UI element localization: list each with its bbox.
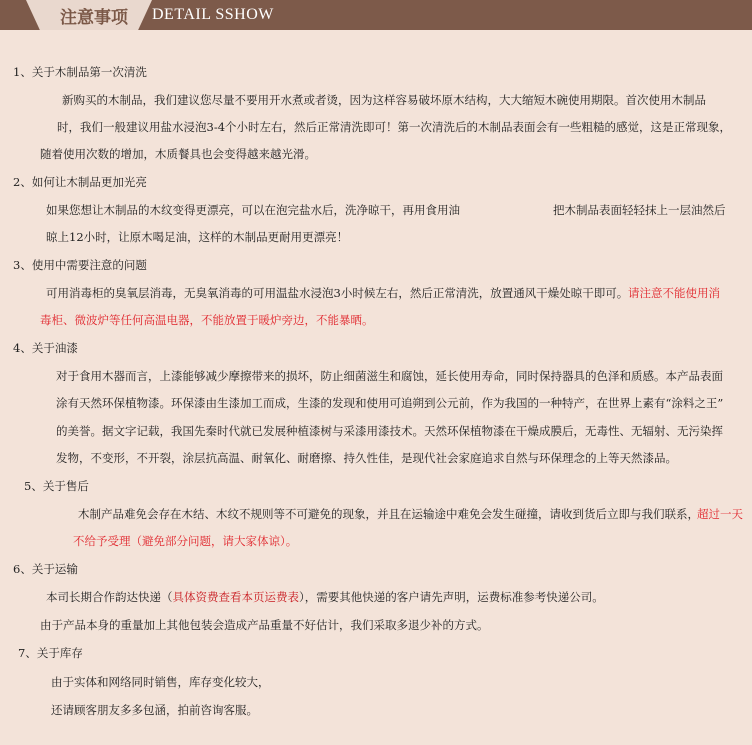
section-text: 晾上12小时，让原木喝足油，这样的木制品更耐用更漂亮！ [46,230,349,244]
section-text: 新购买的木制品，我们建议您尽量不要用开水煮或者烫，因为这样容易破坏原木结构，大大缩短木碗使用期限。首次使用木制品 [62,93,706,107]
header-title-en: DETAIL SSHOW [152,6,274,23]
section-text: 如果您想让木制品的木纹变得更漂亮，可以在泡完盐水后，洗净晾干，再用食用油 [46,203,460,217]
warning-text: 请注意不能使用消 [628,286,720,300]
section-text: 把木制品表面轻轻抹上一层油然后 [553,203,726,217]
section-heading: 3、使用中需要注意的问题 [13,258,147,272]
section-heading: 2、如何让木制品更加光亮 [13,175,147,189]
section-heading: 7、关于库存 [18,646,83,660]
section-text: 木制产品难免会存在木结、木纹不规则等不可避免的现象，并且在运输途中难免会发生碰撞，请收到货后立即与我们联系， [78,507,699,521]
header-title-cn: 注意事项 [60,8,128,28]
section-text: 随着使用次数的增加，木质餐具也会变得越来越光滑。 [40,147,316,161]
warning-text: 超过一天 [697,507,743,521]
section-text [46,590,604,605]
warning-text: 不给予受理（避免部分问题，请大家体谅）。 [73,534,298,548]
section-text: 由于产品本身的重量加上其他包装会造成产品重量不好估计，我们采取多退少补的方式。 [40,618,489,632]
section-text: 可用消毒柜的臭氧层消毒，无臭氧消毒的可用温盐水浸泡3小时候左右，然后正常清洗，放置通风干燥处晾干即可。 [46,286,629,300]
section-text: 涂有天然环保植物漆。环保漆由生漆加工而成，生漆的发现和使用可追朔到公元前，作为我国的一种特产，在世界上素有“涂料之王” [56,396,724,410]
shipping-fee-link[interactable]: 具体资费查看本页运费表 [172,590,299,604]
header-bar [0,0,752,30]
warning-text: 毒柜、微波炉等任何高温电器，不能放置于暖炉旁边，不能暴晒。 [40,313,374,327]
section-text: 的美誉。据文字记载，我国先秦时代就已发展种植漆树与采漆用漆技术。天然环保植物漆在干燥成膜后，无毒性、无辐射、无污染挥 [56,424,723,438]
section-text: 发物，不变形，不开裂，涂层抗高温、耐氧化、耐磨擦、持久性佳，是现代社会家庭追求自然与环保理念的上等天然漆品。 [56,451,677,465]
section-heading: 6、关于运输 [13,562,78,576]
section-text: 对于食用木器而言，上漆能够减少摩擦带来的损坏，防止细菌滋生和腐蚀，延长使用寿命，同时保持器具的色泽和质感。本产品表面 [56,369,723,383]
section-text: 由于实体和网络同时销售，库存变化较大， [51,675,270,689]
section-text: 还请顾客朋友多多包涵，拍前咨询客服。 [51,703,258,717]
section-heading: 5、关于售后 [24,479,89,493]
section-text-part: ），需要其他快递的客户请先声明，运费标准参考快递公司。 [299,590,604,604]
section-heading: 1、关于木制品第一次清洗 [13,65,147,79]
section-heading: 4、关于油漆 [13,341,78,355]
section-text: 时，我们一般建议用盐水浸泡3-4个小时左右，然后正常清洗即可！第一次清洗后的木制品表面会有一些粗糙的感觉，这是正常现象， [57,120,732,134]
section-text-part: 本司长期合作韵达快递（ [46,590,173,604]
